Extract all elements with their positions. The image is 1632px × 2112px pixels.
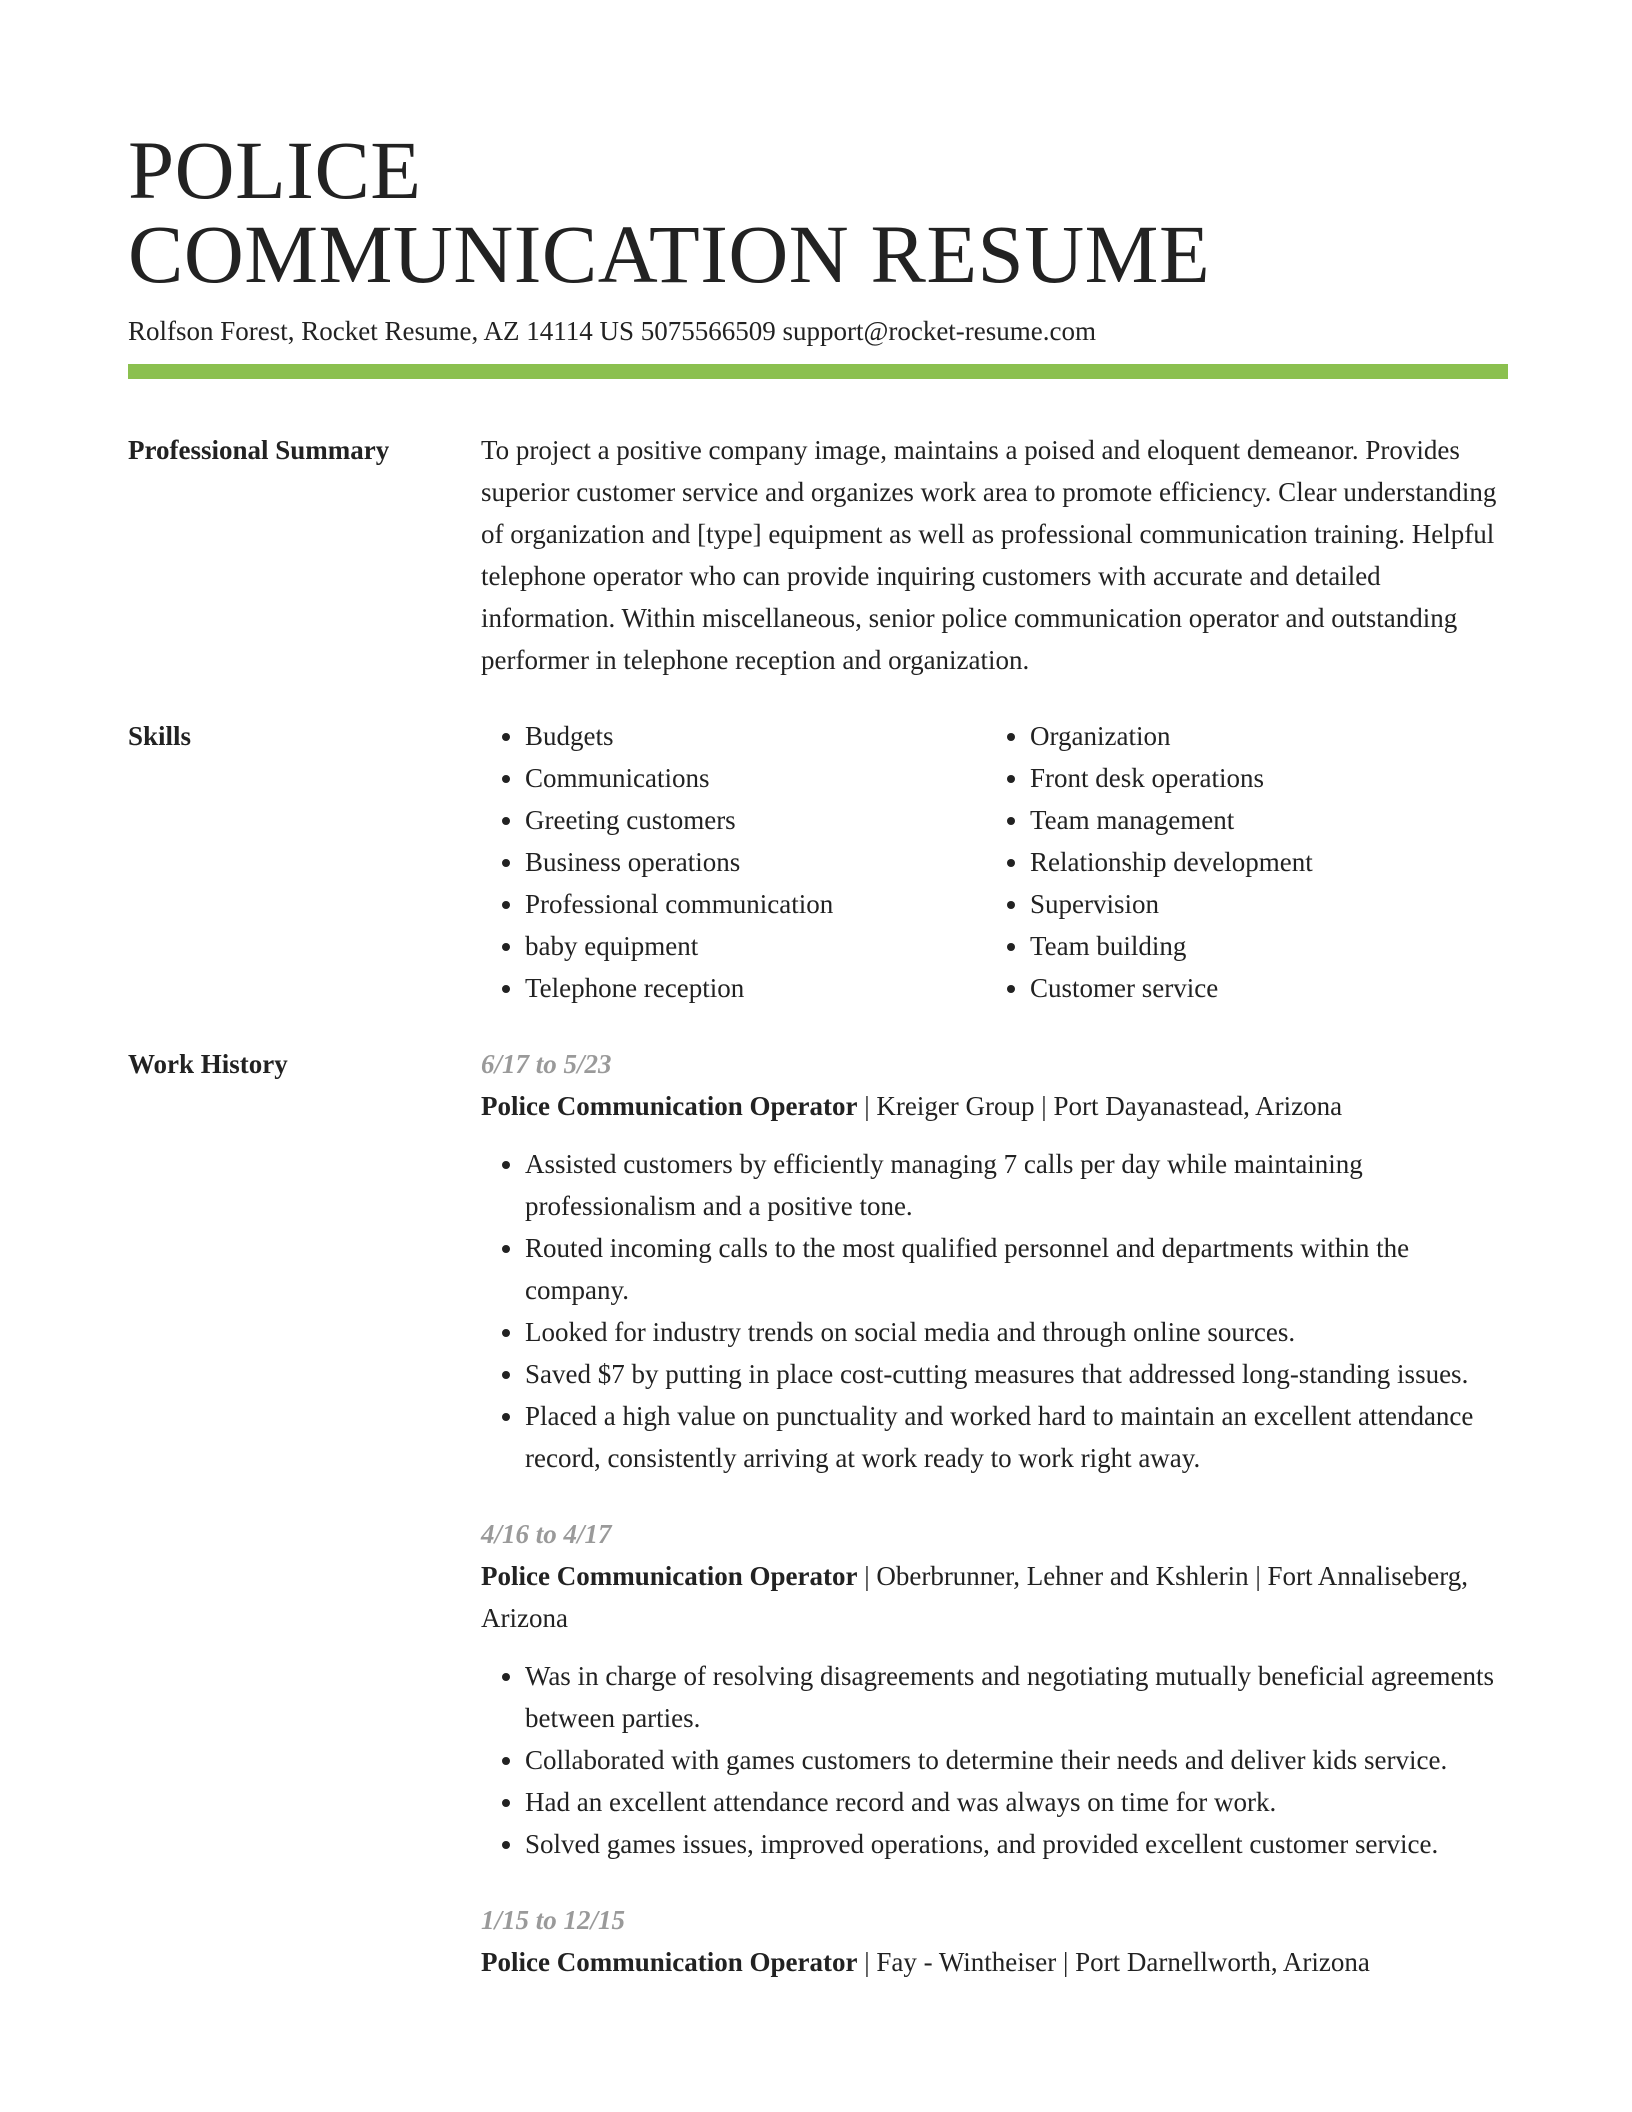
job-details: | Kreiger Group | Port Dayanastead, Arizona <box>857 1091 1343 1121</box>
skill-item: • Customer service <box>1030 967 1491 1009</box>
job-title: Police Communication Operator <box>481 1091 858 1121</box>
job-details: | Oberbrunner, Lehner and Kshlerin | Fort Annaliseberg, Arizona <box>481 1561 1469 1633</box>
title-line-2: COMMUNICATION RESUME <box>128 208 1211 300</box>
job-bullet: • Solved games issues, improved operations, and provided excellent customer service. <box>525 1823 1508 1865</box>
work-history-section <box>128 1043 1508 2017</box>
job-bullets <box>481 1143 1508 1479</box>
job-title-line <box>481 1085 1508 1127</box>
section-label-work: Work History <box>128 1049 288 1079</box>
skill-item: • Business operations <box>525 841 986 883</box>
work-history-body <box>481 1043 1508 2017</box>
skills-grid <box>481 715 1508 1009</box>
skill-item: • Telephone reception <box>525 967 986 1009</box>
skill-item: • Budgets <box>525 715 986 757</box>
skill-item: • baby equipment <box>525 925 986 967</box>
section-label-summary: Professional Summary <box>128 435 390 465</box>
summary-text: To project a positive company image, maintains a poised and eloquent demeanor. Provides superior customer service and organizes work area to promote efficiency. Clear understanding of organization and [type] equipment as well as professional communication training. Helpful telephone operator who can provide inquiring customers with accurate and detailed information. Within miscellaneous, senior police communication operator and outstanding performer in telephone reception and organization. <box>481 435 1497 675</box>
job-dates: 1/15 to 12/15 <box>481 1905 626 1935</box>
job-bullet: • Collaborated with games customers to determine their needs and deliver kids service. <box>525 1739 1508 1781</box>
job-details: | Fay - Wintheiser | Port Darnellworth, Arizona <box>857 1947 1370 1977</box>
section-label-skills: Skills <box>128 721 192 751</box>
skill-item: • Professional communication <box>525 883 986 925</box>
skill-item: • Supervision <box>1030 883 1491 925</box>
skill-item: • Greeting customers <box>525 799 986 841</box>
job-bullet: • Placed a high value on punctuality and worked hard to maintain an excellent attendance record, consistently arriving at work ready to work right away. <box>525 1395 1508 1479</box>
job-title-line <box>481 1941 1508 1983</box>
resume-page <box>128 124 1508 2017</box>
job-entry <box>481 1899 1508 1983</box>
job-bullet: • Routed incoming calls to the most qualified personnel and departments within the company. <box>525 1227 1508 1311</box>
title-line-1: POLICE <box>128 124 422 216</box>
job-bullet: • Had an excellent attendance record and was always on time for work. <box>525 1781 1508 1823</box>
skill-item: • Relationship development <box>1030 841 1491 883</box>
skill-item: • Organization <box>1030 715 1491 757</box>
skill-item: • Communications <box>525 757 986 799</box>
skills-column-right <box>986 715 1491 1009</box>
job-title: Police Communication Operator <box>481 1561 858 1591</box>
job-bullets <box>481 1655 1508 1865</box>
summary-body <box>481 429 1508 681</box>
job-entry <box>481 1043 1508 1479</box>
job-bullet: • Assisted customers by efficiently managing 7 calls per day while maintaining professionalism and a positive tone. <box>525 1143 1508 1227</box>
job-dates: 4/16 to 4/17 <box>481 1519 612 1549</box>
job-bullet: • Looked for industry trends on social media and through online sources. <box>525 1311 1508 1353</box>
job-bullet: • Saved $7 by putting in place cost-cutting measures that addressed long-standing issues. <box>525 1353 1508 1395</box>
job-bullet: • Was in charge of resolving disagreements and negotiating mutually beneficial agreements between parties. <box>525 1655 1508 1739</box>
contact-info: Rolfson Forest, Rocket Resume, AZ 14114 US 5075566509 support@rocket-resume.com <box>128 316 1097 346</box>
job-title: Police Communication Operator <box>481 1947 858 1977</box>
job-dates: 6/17 to 5/23 <box>481 1049 612 1079</box>
professional-summary-section <box>128 429 1508 681</box>
skill-item: • Team building <box>1030 925 1491 967</box>
skill-item: • Team management <box>1030 799 1491 841</box>
skills-column-left <box>481 715 986 1009</box>
page-title <box>128 124 1508 300</box>
job-entry <box>481 1513 1508 1865</box>
accent-divider <box>128 364 1508 379</box>
skills-section <box>128 715 1508 1009</box>
job-title-line <box>481 1555 1508 1639</box>
skill-item: • Front desk operations <box>1030 757 1491 799</box>
